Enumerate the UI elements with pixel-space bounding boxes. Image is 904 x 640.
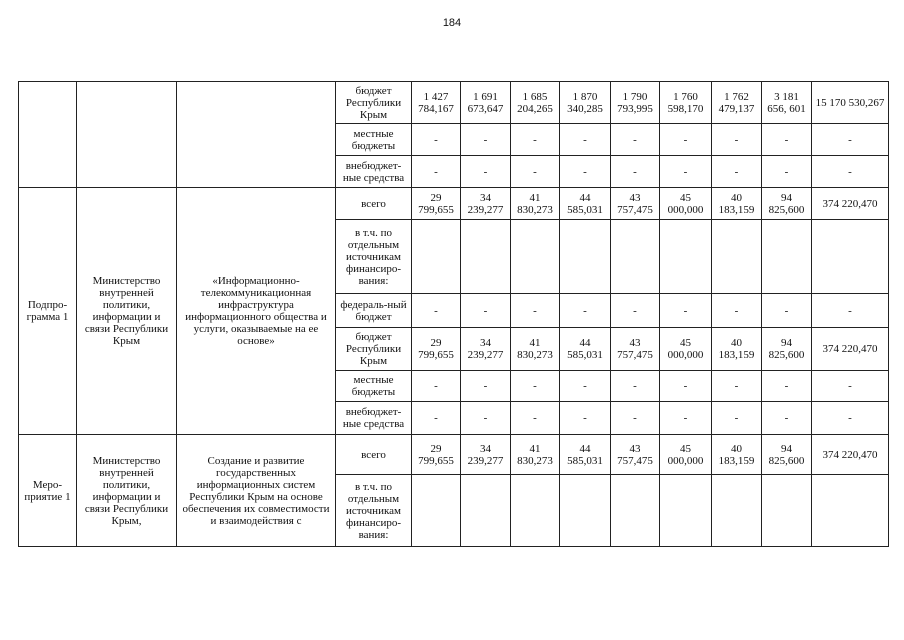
value-cell: 1 427 784,167: [412, 82, 461, 124]
source-cell: федераль-ный бюджет: [336, 294, 412, 328]
source-cell: всего: [336, 435, 412, 475]
value-cell: -: [660, 156, 712, 188]
source-cell: бюджет Республики Крым: [336, 328, 412, 371]
value-cell: 40 183,159: [712, 188, 762, 220]
value-cell: -: [712, 156, 762, 188]
value-cell: 40 183,159: [712, 435, 762, 475]
value-cell: -: [611, 156, 660, 188]
value-cell: [412, 475, 461, 547]
value-cell: 34 239,277: [461, 328, 511, 371]
value-cell: 34 239,277: [461, 435, 511, 475]
value-cell: 41 830,273: [511, 328, 560, 371]
table-row: [19, 188, 889, 220]
source-cell: в т.ч. по отдельным источникам финансиро-вания:: [336, 220, 412, 294]
value-cell: 41 830,273: [511, 435, 560, 475]
value-cell: -: [712, 371, 762, 402]
value-cell: [511, 475, 560, 547]
value-cell: -: [412, 124, 461, 156]
value-cell: -: [712, 402, 762, 435]
subprogram-executor: Министерство внутренней политики, информации и связи Республики Крым: [77, 188, 177, 435]
value-cell: -: [762, 124, 812, 156]
table-row: [19, 435, 889, 475]
value-cell: -: [762, 156, 812, 188]
value-cell: [611, 475, 660, 547]
value-cell: 44 585,031: [560, 328, 611, 371]
event-name: Создание и развитие государственных информационных систем Республики Крым на основе обеспечения их совместимости и взаимодействия с: [177, 435, 336, 547]
value-cell: -: [611, 294, 660, 328]
value-cell: 374 220,470: [812, 188, 889, 220]
value-cell: -: [412, 402, 461, 435]
value-cell: [511, 220, 560, 294]
value-cell: -: [712, 124, 762, 156]
level-cell: [19, 82, 77, 188]
source-cell: внебюджет-ные средства: [336, 402, 412, 435]
value-cell: -: [660, 294, 712, 328]
value-cell: -: [461, 156, 511, 188]
value-cell: 45 000,000: [660, 188, 712, 220]
source-cell: бюджет Республики Крым: [336, 82, 412, 124]
value-cell: 1 691 673,647: [461, 82, 511, 124]
event-executor: Министерство внутренней политики, информации и связи Республики Крым,: [77, 435, 177, 547]
value-cell: 45 000,000: [660, 435, 712, 475]
value-cell: 1 762 479,137: [712, 82, 762, 124]
value-cell: -: [511, 124, 560, 156]
value-cell: [560, 475, 611, 547]
event-label: Меро-приятие 1: [19, 435, 77, 547]
value-cell: [712, 475, 762, 547]
funding-table: [18, 81, 889, 547]
value-cell: 45 000,000: [660, 328, 712, 371]
value-cell: [461, 220, 511, 294]
value-cell: [412, 220, 461, 294]
value-cell: -: [812, 371, 889, 402]
value-cell: -: [812, 402, 889, 435]
value-cell: 94 825,600: [762, 435, 812, 475]
value-cell: 43 757,475: [611, 328, 660, 371]
value-cell: 1 870 340,285: [560, 82, 611, 124]
value-cell: [762, 220, 812, 294]
value-cell: 29 799,655: [412, 328, 461, 371]
value-cell: 374 220,470: [812, 328, 889, 371]
value-cell: -: [812, 124, 889, 156]
value-cell: -: [511, 294, 560, 328]
source-cell: местные бюджеты: [336, 371, 412, 402]
page-number: 184: [442, 17, 462, 29]
value-cell: 29 799,655: [412, 435, 461, 475]
value-cell: -: [560, 402, 611, 435]
value-cell: -: [560, 156, 611, 188]
value-cell: 1 685 204,265: [511, 82, 560, 124]
value-cell: [560, 220, 611, 294]
executor-cell: [77, 82, 177, 188]
source-cell: в т.ч. по отдельным источникам финансиро-вания:: [336, 475, 412, 547]
source-cell: внебюджет-ные средства: [336, 156, 412, 188]
value-cell: 43 757,475: [611, 188, 660, 220]
value-cell: [660, 475, 712, 547]
value-cell: 15 170 530,267: [812, 82, 889, 124]
value-cell: 1 760 598,170: [660, 82, 712, 124]
value-cell: -: [611, 371, 660, 402]
value-cell: 1 790 793,995: [611, 82, 660, 124]
value-cell: -: [461, 124, 511, 156]
value-cell: -: [511, 402, 560, 435]
value-cell: -: [812, 294, 889, 328]
subprogram-name: «Информационно-телекоммуникационная инфраструктура информационного общества и услуги, оказываемые на ее основе»: [177, 188, 336, 435]
source-cell: всего: [336, 188, 412, 220]
value-cell: 34 239,277: [461, 188, 511, 220]
value-cell: [812, 475, 889, 547]
value-cell: -: [511, 156, 560, 188]
value-cell: -: [611, 124, 660, 156]
value-cell: 94 825,600: [762, 188, 812, 220]
value-cell: 40 183,159: [712, 328, 762, 371]
value-cell: -: [660, 371, 712, 402]
value-cell: -: [660, 124, 712, 156]
value-cell: -: [412, 294, 461, 328]
value-cell: 43 757,475: [611, 435, 660, 475]
value-cell: -: [762, 371, 812, 402]
subprogram-label: Подпро-грамма 1: [19, 188, 77, 435]
value-cell: [812, 220, 889, 294]
value-cell: [712, 220, 762, 294]
value-cell: [461, 475, 511, 547]
value-cell: -: [712, 294, 762, 328]
name-cell: [177, 82, 336, 188]
source-cell: местные бюджеты: [336, 124, 412, 156]
value-cell: 94 825,600: [762, 328, 812, 371]
value-cell: -: [461, 294, 511, 328]
value-cell: -: [660, 402, 712, 435]
value-cell: -: [762, 294, 812, 328]
value-cell: 41 830,273: [511, 188, 560, 220]
value-cell: -: [511, 371, 560, 402]
value-cell: [762, 475, 812, 547]
value-cell: 374 220,470: [812, 435, 889, 475]
value-cell: -: [611, 402, 660, 435]
value-cell: -: [461, 402, 511, 435]
value-cell: -: [560, 294, 611, 328]
value-cell: 44 585,031: [560, 188, 611, 220]
value-cell: 44 585,031: [560, 435, 611, 475]
value-cell: -: [412, 156, 461, 188]
table-row: [19, 82, 889, 124]
value-cell: 3 181 656, 601: [762, 82, 812, 124]
value-cell: -: [461, 371, 511, 402]
value-cell: -: [812, 156, 889, 188]
value-cell: -: [412, 371, 461, 402]
value-cell: [611, 220, 660, 294]
value-cell: -: [762, 402, 812, 435]
value-cell: 29 799,655: [412, 188, 461, 220]
value-cell: -: [560, 124, 611, 156]
value-cell: [660, 220, 712, 294]
value-cell: -: [560, 371, 611, 402]
